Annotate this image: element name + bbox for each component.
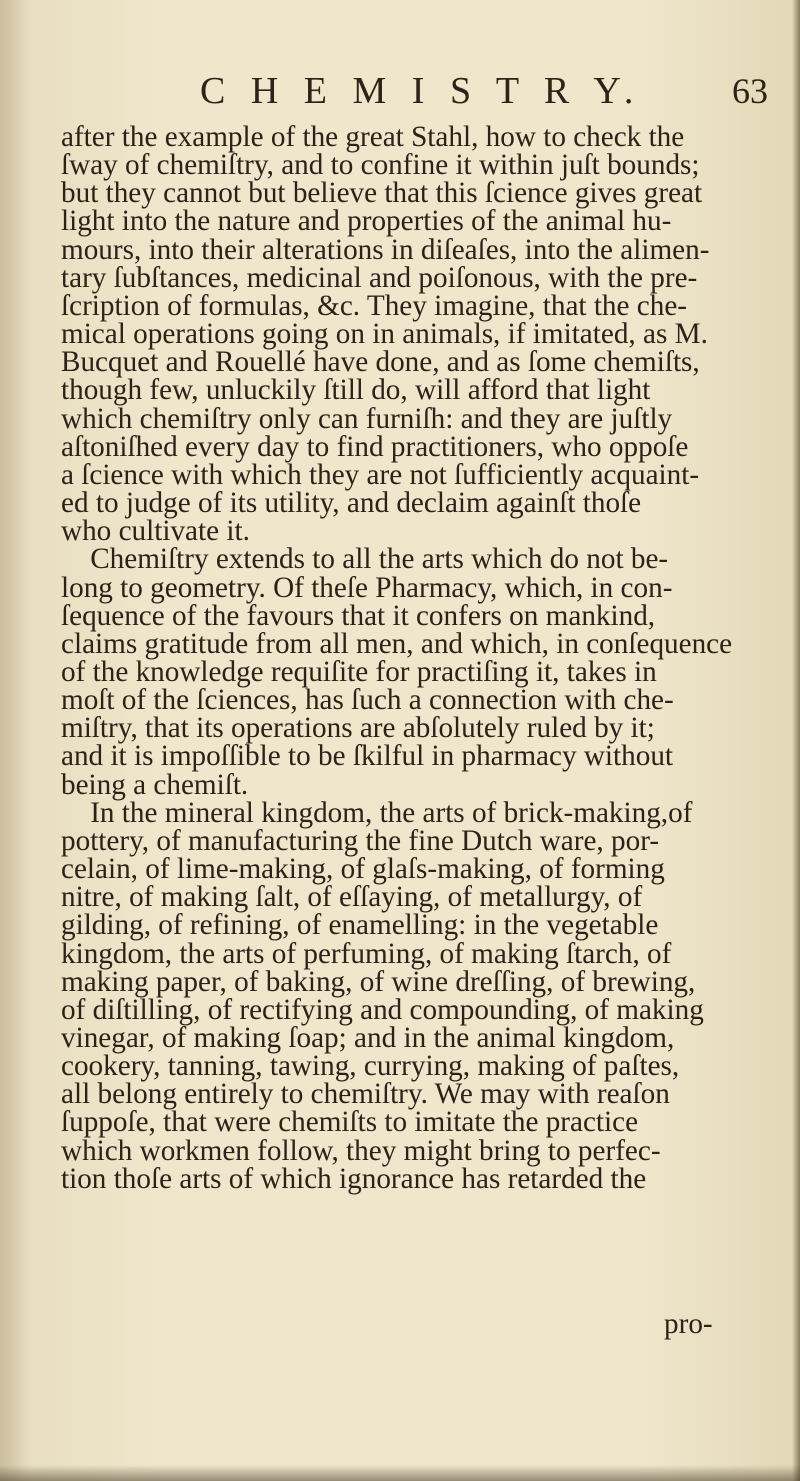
text-line: ſcription of formulas, &c. They imagine, that the che- [61,289,687,322]
text-line: moſt of the ſciences, has ſuch a connection with che- [61,684,674,717]
text-line: who cultivate it. [61,515,250,548]
page-bottom-edge [0,1465,800,1481]
text-line: making paper, of baking, of wine dreſſing, of brewing, [61,965,696,998]
text-line: Bucquet and Rouellé have done, and as ſome chemiſts, [61,346,700,379]
text-line: cookery, tanning, tawing, currying, making of paſtes, [61,1050,680,1083]
text-line: aſtoniſhed every day to find practitioners, who oppoſe [61,430,689,463]
text-line: but they cannot but believe that this ſcience gives great [61,177,703,210]
text-line: ed to judge of its utility, and declaim againſt thoſe [61,487,642,520]
text-line: mical operations going on in animals, if imitated, as M. [61,318,708,351]
text-line: tion thoſe arts of which ignorance has retarded the [61,1162,647,1195]
running-head: C H E M I S T R Y. [200,70,642,112]
text-line: ſway of chemiſtry, and to confine it within juſt bounds; [61,149,700,182]
text-line: ſuppoſe, that were chemiſts to imitate the practice [61,1106,639,1139]
text-line: vinegar, of making ſoap; and in the animal kingdom, [61,1022,675,1054]
text-line: mours, into their alterations in diſeaſes, into the alimen- [61,233,710,266]
body-text [61,123,761,1193]
text-line: and it is impoſſible to be ſkilful in pharmacy without [61,740,674,773]
text-line: Chemiſtry extends to all the arts which do not be- [61,543,669,576]
text-line: though few, unluckily ſtill do, will afford that light [61,374,651,407]
text-line: long to geometry. Of theſe Pharmacy, which, in con- [61,571,673,604]
text-line: a ſcience with which they are not ſufficiently acquaint- [61,458,700,491]
text-line: nitre, of making ſalt, of eſſaying, of metallurgy, of [61,881,643,914]
text-line: kingdom, the arts of perfuming, of making ſtarch, of [61,937,672,970]
text-line: of diſtilling, of rectifying and compounding, of making [61,993,704,1026]
text-line: being a chemiſt. [61,768,249,801]
text-line: ſequence of the favours that it confers on mankind, [61,599,656,632]
text-line: gilding, of refining, of enamelling: in the vegetable [61,909,659,942]
text-line: which chemiſtry only can furniſh: and they are juſtly [61,402,673,435]
text-line: which workmen follow, they might bring to perfec- [61,1134,661,1167]
gutter-shadow [0,0,30,1481]
catchword: pro- [664,1308,713,1340]
page-header [0,66,800,116]
text-line: after the example of the great Stahl, how to check the [61,121,685,153]
text-line: light into the nature and properties of the animal hu- [61,205,672,238]
text-line: celain, of lime-making, of glaſs-making, of forming [61,853,665,886]
text-line: claims gratitude from all men, and which, in conſequence [61,627,733,660]
text-line: pottery, of manufacturing the fine Dutch ware, por- [61,824,660,857]
text-line: tary ſubſtances, medicinal and poiſonous, with the pre- [61,261,698,294]
page-number: 63 [732,71,768,111]
page-right-edge [792,0,800,1481]
text-line: miſtry, that its operations are abſolutely ruled by it; [61,712,655,745]
text-line: In the mineral kingdom, the arts of brick-making,of [61,796,693,829]
text-line: of the knowledge requiſite for practiſing it, takes in [61,655,657,688]
text-line: all belong entirely to chemiſtry. We may with reaſon [61,1078,670,1111]
